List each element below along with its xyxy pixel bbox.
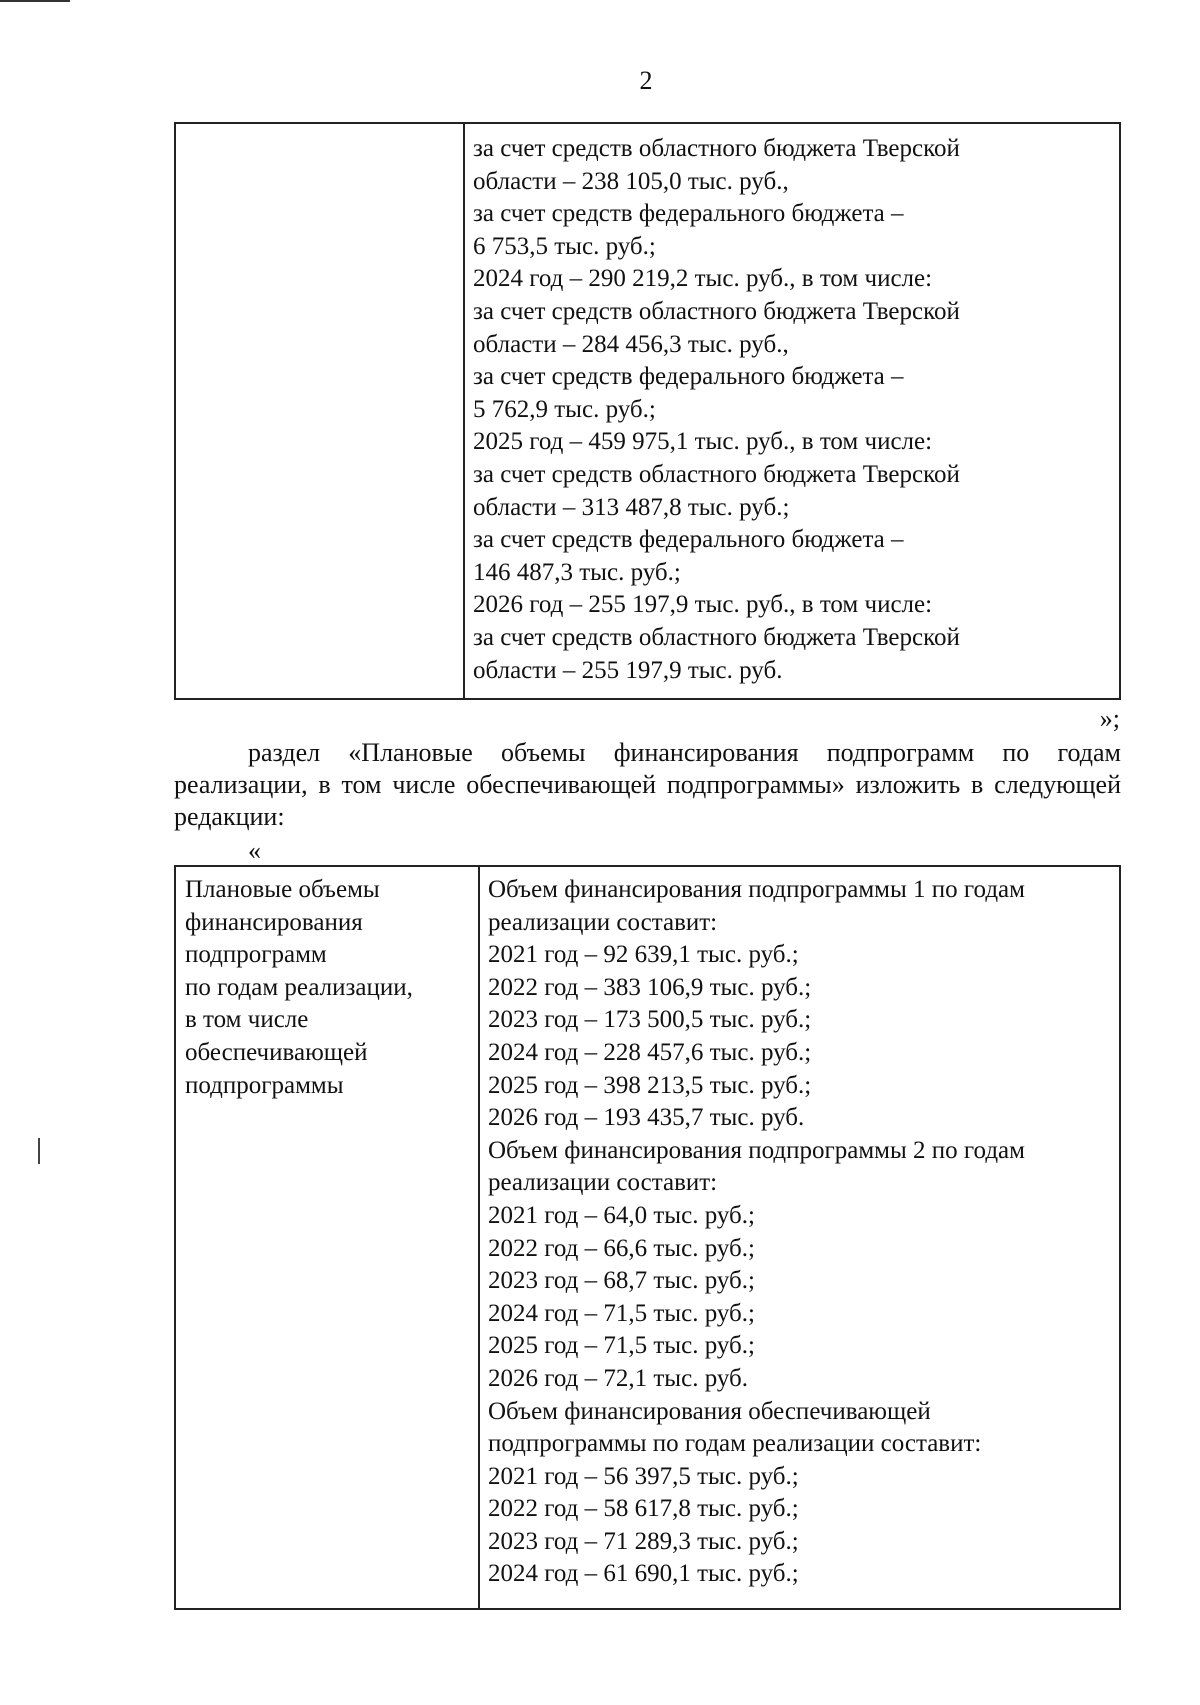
body-paragraph: раздел «Плановые объемы финансирования подпрограмм по годам реализации, в том числе обеспечивающей подпрограммы» изложить в следующей редакции:	[174, 738, 1121, 831]
table2-right-line: 2023 год – 173 500,5 тыс. руб.;	[488, 1006, 812, 1034]
table1-line: области – 284 456,3 тыс. руб.,	[473, 330, 789, 358]
opening-quote: «	[248, 836, 261, 865]
table2-right-line: 2025 год – 71,5 тыс. руб.;	[488, 1332, 755, 1360]
table1-line: за счет средств федерального бюджета –	[473, 200, 904, 228]
table1-line: 5 762,9 тыс. руб.;	[473, 395, 656, 423]
table2-right-line: 2023 год – 68,7 тыс. руб.;	[488, 1267, 755, 1295]
page-number: 2	[639, 66, 653, 95]
table1-line: 2024 год – 290 219,2 тыс. руб., в том числе:	[473, 265, 933, 293]
table1-line: 2026 год – 255 197,9 тыс. руб., в том числе:	[473, 591, 933, 619]
table2-right-line: 2025 год – 398 213,5 тыс. руб.;	[488, 1071, 812, 1099]
table2-right-line: реализации составит:	[488, 1169, 718, 1197]
table2-right-line: 2024 год – 228 457,6 тыс. руб.;	[488, 1038, 812, 1066]
table1-line: области – 313 487,8 тыс. руб.;	[473, 493, 790, 521]
table1-line: области – 255 197,9 тыс. руб.	[473, 656, 783, 684]
table2-right-line: Объем финансирования подпрограммы 1 по годам	[488, 876, 1025, 903]
table1-line: за счет средств федерального бюджета –	[473, 526, 904, 554]
table2-right-line: Объем финансирования подпрограммы 2 по годам	[488, 1136, 1025, 1164]
table2-right-cell	[479, 866, 1120, 1609]
table1-line: области – 238 105,0 тыс. руб.,	[473, 167, 789, 195]
table2-left-line: подпрограмм	[185, 941, 327, 969]
table1-line: 146 487,3 тыс. руб.;	[473, 558, 681, 586]
table2-right-line: Объем финансирования обеспечивающей	[488, 1397, 931, 1425]
table2-right-line: 2022 год – 58 617,8 тыс. руб.;	[488, 1495, 799, 1523]
table2-right-line: 2022 год – 66,6 тыс. руб.;	[488, 1234, 755, 1262]
table2-right-line: подпрограммы по годам реализации составит:	[488, 1430, 982, 1458]
closing-quote: »;	[1099, 704, 1120, 733]
table2-left-line: по годам реализации,	[185, 973, 413, 1001]
table2-left-line: в том числе	[185, 1006, 309, 1034]
table2-right-line: 2024 год – 71,5 тыс. руб.;	[488, 1299, 755, 1327]
table1-line: за счет средств областного бюджета Тверской	[473, 297, 960, 325]
subprogram-financing-table	[174, 865, 1121, 1610]
table2-right-line: 2021 год – 56 397,5 тыс. руб.;	[488, 1462, 799, 1490]
table1-left-cell	[175, 123, 464, 699]
table1-right-cell	[464, 123, 1120, 699]
table2-right-line: 2026 год – 193 435,7 тыс. руб.	[488, 1104, 805, 1132]
scan-artifact-line	[0, 0, 70, 2]
table1-line: за счет средств областного бюджета Тверской	[473, 135, 960, 162]
table-row	[175, 866, 1120, 1609]
scan-margin-mark	[38, 1138, 40, 1164]
table2-left-line: подпрограммы	[185, 1071, 344, 1099]
financing-table-continued	[174, 122, 1121, 700]
table2-right-line: 2021 год – 92 639,1 тыс. руб.;	[488, 941, 799, 969]
table2-right-line: 2023 год – 71 289,3 тыс. руб.;	[488, 1527, 799, 1555]
table1-line: за счет средств федерального бюджета –	[473, 363, 904, 391]
table1-line: за счет средств областного бюджета Тверской	[473, 623, 960, 651]
table1-line: 6 753,5 тыс. руб.;	[473, 232, 656, 260]
table2-left-cell	[175, 866, 479, 1609]
table2-right-line: 2021 год – 64,0 тыс. руб.;	[488, 1201, 755, 1229]
table2-right-line: 2022 год – 383 106,9 тыс. руб.;	[488, 973, 812, 1001]
table1-line: за счет средств областного бюджета Тверской	[473, 460, 960, 488]
table1-line: 2025 год – 459 975,1 тыс. руб., в том числе:	[473, 428, 933, 456]
table2-left-line: финансирования	[185, 908, 363, 936]
table2-right-line: реализации составит:	[488, 908, 718, 936]
table2-right-line: 2024 год – 61 690,1 тыс. руб.;	[488, 1560, 799, 1588]
table-row	[175, 123, 1120, 699]
table2-left-line: Плановые объемы	[185, 876, 380, 903]
table2-right-line: 2026 год – 72,1 тыс. руб.	[488, 1364, 749, 1392]
table2-left-line: обеспечивающей	[185, 1038, 368, 1066]
